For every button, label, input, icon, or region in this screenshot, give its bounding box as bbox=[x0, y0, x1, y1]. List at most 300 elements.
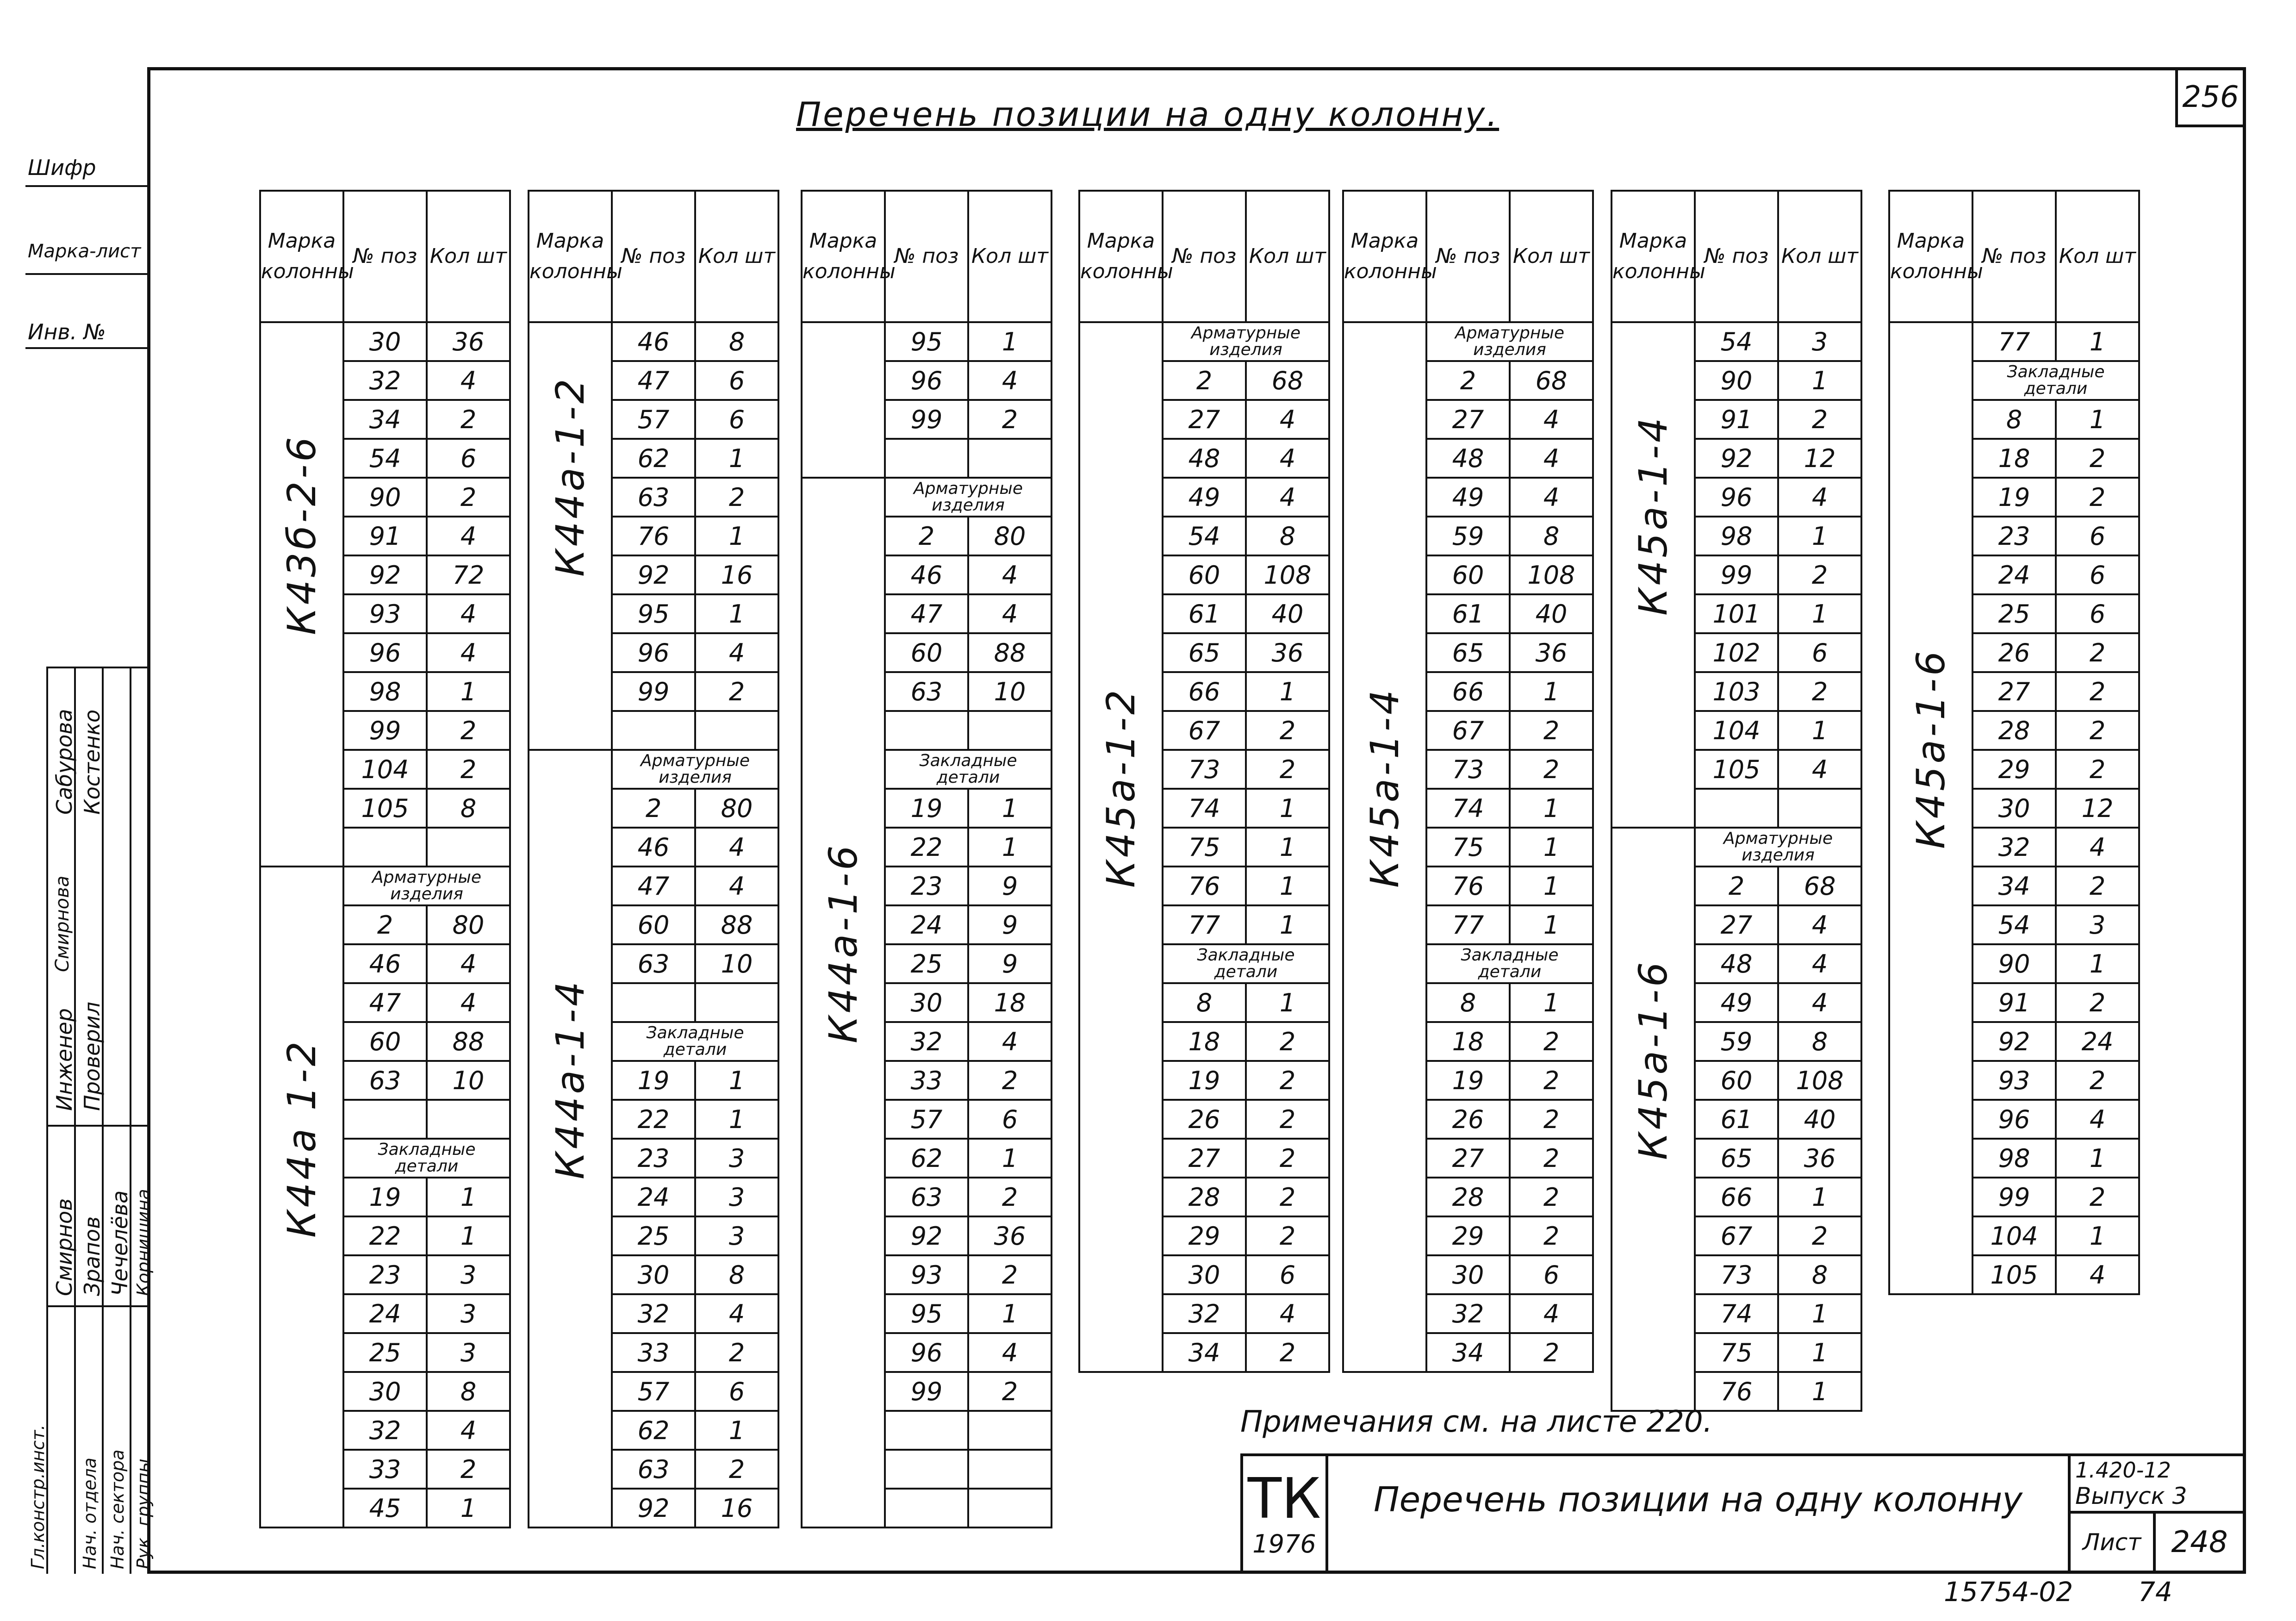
position-number: 60 bbox=[885, 633, 968, 672]
position-number: 66 bbox=[1695, 1178, 1778, 1216]
header-kol: Кол шт bbox=[695, 191, 778, 322]
position-number: 22 bbox=[885, 828, 968, 867]
position-quantity: 4 bbox=[695, 867, 778, 905]
position-quantity: 2 bbox=[1510, 1100, 1593, 1139]
position-quantity: 40 bbox=[1246, 594, 1329, 633]
column-mark-text: К45а-1-4 bbox=[1362, 687, 1407, 888]
position-quantity: 2 bbox=[1246, 1061, 1329, 1100]
table-header-row bbox=[1889, 191, 2139, 322]
position-quantity: 88 bbox=[968, 633, 1052, 672]
sig-name: Зрапов bbox=[80, 1216, 105, 1296]
sig-role: Нач. отдела bbox=[80, 1457, 100, 1569]
side-label-shifr: Шифр bbox=[28, 155, 96, 180]
position-quantity: 2 bbox=[1246, 1333, 1329, 1372]
column-mark-text: К44а-1-6 bbox=[821, 842, 866, 1043]
position-quantity: 1 bbox=[968, 828, 1052, 867]
position-number: 46 bbox=[612, 322, 695, 361]
position-quantity: 2 bbox=[1510, 1333, 1593, 1372]
position-number: 73 bbox=[1695, 1255, 1778, 1294]
position-quantity: 1 bbox=[968, 322, 1052, 361]
position-number: 23 bbox=[885, 867, 968, 905]
position-quantity: 2 bbox=[1510, 1022, 1593, 1061]
position-quantity: 4 bbox=[695, 633, 778, 672]
header-kol: Кол шт bbox=[968, 191, 1052, 322]
page-title: Перечень позиции на одну колонну. bbox=[796, 95, 1500, 134]
position-number: 32 bbox=[612, 1294, 695, 1333]
position-quantity: 3 bbox=[695, 1216, 778, 1255]
position-quantity: 4 bbox=[427, 944, 510, 983]
position-quantity: 6 bbox=[2056, 517, 2139, 555]
position-quantity: 4 bbox=[1246, 478, 1329, 517]
position-quantity: 2 bbox=[2056, 983, 2139, 1022]
position-number: 76 bbox=[1163, 867, 1246, 905]
position-number: 24 bbox=[1972, 555, 2056, 594]
sig-name: Корнишина bbox=[133, 1189, 154, 1296]
section-heading: Арматурные изделия bbox=[343, 867, 510, 905]
position-number: 92 bbox=[612, 555, 695, 594]
position-quantity: 2 bbox=[2056, 633, 2139, 672]
position-quantity: 1 bbox=[695, 1100, 778, 1139]
title-block-sheet-label: Лист bbox=[2082, 1529, 2141, 1556]
position-number: 61 bbox=[1426, 594, 1510, 633]
position-number: 28 bbox=[1426, 1178, 1510, 1216]
header-kol: Кол шт bbox=[2056, 191, 2139, 322]
position-quantity: 108 bbox=[1778, 1061, 1861, 1100]
position-quantity: 4 bbox=[968, 1333, 1052, 1372]
position-number: 46 bbox=[343, 944, 427, 983]
column-mark bbox=[1343, 322, 1426, 1372]
position-number: 30 bbox=[1972, 789, 2056, 828]
position-quantity: 2 bbox=[427, 750, 510, 789]
bottom-page-number: 74 bbox=[2138, 1576, 2172, 1608]
position-number: 99 bbox=[1972, 1178, 2056, 1216]
position-number: 30 bbox=[885, 983, 968, 1022]
position-quantity: 1 bbox=[2056, 400, 2139, 439]
position-number bbox=[612, 983, 695, 1022]
title-block-org-cell bbox=[1240, 1453, 1328, 1574]
table-row bbox=[1889, 322, 2139, 361]
position-number: 18 bbox=[1163, 1022, 1246, 1061]
position-quantity: 80 bbox=[427, 905, 510, 944]
title-block-org: ТК bbox=[1247, 1466, 1321, 1531]
position-number: 96 bbox=[885, 1333, 968, 1372]
position-number: 48 bbox=[1695, 944, 1778, 983]
position-quantity: 1 bbox=[427, 1178, 510, 1216]
position-number: 92 bbox=[343, 555, 427, 594]
position-number: 98 bbox=[1972, 1139, 2056, 1178]
position-number: 49 bbox=[1695, 983, 1778, 1022]
header-no: № поз bbox=[1426, 191, 1510, 322]
position-table bbox=[801, 190, 1052, 1528]
header-kol: Кол шт bbox=[1778, 191, 1861, 322]
position-quantity: 2 bbox=[1778, 672, 1861, 711]
position-quantity: 1 bbox=[695, 594, 778, 633]
position-number: 30 bbox=[1426, 1255, 1510, 1294]
position-number: 96 bbox=[1695, 478, 1778, 517]
header-marka: Марка колонны bbox=[802, 191, 885, 322]
position-number: 91 bbox=[343, 517, 427, 555]
position-number: 2 bbox=[612, 789, 695, 828]
position-quantity: 8 bbox=[427, 1372, 510, 1411]
position-number: 30 bbox=[343, 322, 427, 361]
position-quantity: 16 bbox=[695, 555, 778, 594]
table-header-row bbox=[802, 191, 1052, 322]
position-quantity: 2 bbox=[1778, 400, 1861, 439]
position-quantity: 1 bbox=[968, 1294, 1052, 1333]
position-number: 29 bbox=[1163, 1216, 1246, 1255]
position-quantity: 108 bbox=[1246, 555, 1329, 594]
position-number: 2 bbox=[1426, 361, 1510, 400]
position-quantity bbox=[968, 1411, 1052, 1450]
table-header-row bbox=[1343, 191, 1593, 322]
sig-name: Смирнов bbox=[52, 1198, 77, 1296]
position-quantity: 1 bbox=[1778, 1294, 1861, 1333]
header-marka: Марка колонны bbox=[529, 191, 612, 322]
position-quantity: 1 bbox=[1778, 361, 1861, 400]
section-heading: Закладные детали bbox=[885, 750, 1052, 789]
position-quantity: 1 bbox=[2056, 322, 2139, 361]
position-quantity: 4 bbox=[968, 361, 1052, 400]
position-quantity: 36 bbox=[1246, 633, 1329, 672]
position-quantity: 2 bbox=[427, 400, 510, 439]
position-quantity: 4 bbox=[427, 633, 510, 672]
position-number: 76 bbox=[612, 517, 695, 555]
position-number: 57 bbox=[612, 400, 695, 439]
position-number bbox=[1695, 789, 1778, 828]
side-label-inv-no: Инв. № bbox=[28, 319, 106, 344]
position-quantity: 8 bbox=[1246, 517, 1329, 555]
position-number: 95 bbox=[885, 1294, 968, 1333]
position-number: 90 bbox=[1695, 361, 1778, 400]
header-no: № поз bbox=[343, 191, 427, 322]
position-number: 65 bbox=[1426, 633, 1510, 672]
position-number: 60 bbox=[343, 1022, 427, 1061]
position-quantity: 1 bbox=[1510, 983, 1593, 1022]
position-table bbox=[1888, 190, 2140, 1295]
position-quantity: 2 bbox=[427, 1450, 510, 1489]
position-quantity: 2 bbox=[695, 1450, 778, 1489]
section-heading: Арматурные изделия bbox=[612, 750, 778, 789]
position-number: 63 bbox=[885, 672, 968, 711]
column-mark bbox=[802, 478, 885, 1527]
position-quantity: 1 bbox=[695, 517, 778, 555]
table-row bbox=[802, 478, 1052, 517]
position-number: 49 bbox=[1426, 478, 1510, 517]
position-quantity: 2 bbox=[2056, 1178, 2139, 1216]
table-row bbox=[1612, 828, 1861, 867]
position-number: 90 bbox=[343, 478, 427, 517]
position-quantity: 40 bbox=[1510, 594, 1593, 633]
position-quantity: 4 bbox=[427, 983, 510, 1022]
column-mark-text: К45а-1-2 bbox=[1098, 687, 1144, 888]
position-quantity: 1 bbox=[427, 1489, 510, 1527]
position-number: 65 bbox=[1695, 1139, 1778, 1178]
column-mark bbox=[802, 322, 885, 478]
position-number: 76 bbox=[1695, 1372, 1778, 1411]
position-quantity: 4 bbox=[1510, 478, 1593, 517]
position-number: 32 bbox=[343, 1411, 427, 1450]
position-quantity bbox=[427, 1100, 510, 1139]
position-number: 73 bbox=[1163, 750, 1246, 789]
position-number: 25 bbox=[612, 1216, 695, 1255]
position-quantity: 36 bbox=[968, 1216, 1052, 1255]
position-quantity: 4 bbox=[1510, 1294, 1593, 1333]
position-quantity: 4 bbox=[1778, 983, 1861, 1022]
position-number: 19 bbox=[612, 1061, 695, 1100]
position-number: 57 bbox=[885, 1100, 968, 1139]
position-number: 22 bbox=[343, 1216, 427, 1255]
position-number: 18 bbox=[1426, 1022, 1510, 1061]
position-number: 49 bbox=[1163, 478, 1246, 517]
position-number: 54 bbox=[343, 439, 427, 478]
position-number: 99 bbox=[1695, 555, 1778, 594]
position-number: 96 bbox=[343, 633, 427, 672]
position-quantity: 68 bbox=[1246, 361, 1329, 400]
position-number: 63 bbox=[612, 478, 695, 517]
position-number: 59 bbox=[1695, 1022, 1778, 1061]
position-number: 27 bbox=[1695, 905, 1778, 944]
position-number: 25 bbox=[343, 1333, 427, 1372]
position-number: 66 bbox=[1426, 672, 1510, 711]
position-number: 104 bbox=[1695, 711, 1778, 750]
position-quantity: 16 bbox=[695, 1489, 778, 1527]
position-quantity: 4 bbox=[1246, 1294, 1329, 1333]
position-quantity: 1 bbox=[1246, 867, 1329, 905]
sig-line bbox=[46, 1125, 147, 1127]
position-quantity: 1 bbox=[2056, 1216, 2139, 1255]
position-quantity: 108 bbox=[1510, 555, 1593, 594]
position-quantity: 2 bbox=[1510, 1139, 1593, 1178]
position-number: 27 bbox=[1163, 1139, 1246, 1178]
position-quantity: 1 bbox=[968, 789, 1052, 828]
position-number: 92 bbox=[885, 1216, 968, 1255]
side-line bbox=[25, 185, 147, 187]
position-number: 19 bbox=[1163, 1061, 1246, 1100]
column-mark bbox=[529, 322, 612, 750]
position-number: 30 bbox=[343, 1372, 427, 1411]
position-number: 27 bbox=[1972, 672, 2056, 711]
position-number: 30 bbox=[1163, 1255, 1246, 1294]
column-mark-text: К45а-1-4 bbox=[1630, 415, 1676, 616]
position-number: 47 bbox=[885, 594, 968, 633]
position-number: 48 bbox=[1163, 439, 1246, 478]
position-quantity bbox=[427, 828, 510, 867]
position-quantity: 2 bbox=[695, 478, 778, 517]
position-number: 77 bbox=[1163, 905, 1246, 944]
sig-role: Гл.констр.инст. bbox=[28, 1424, 48, 1569]
side-line bbox=[25, 347, 147, 349]
position-quantity: 9 bbox=[968, 905, 1052, 944]
position-quantity: 2 bbox=[1246, 1100, 1329, 1139]
position-quantity: 4 bbox=[695, 1294, 778, 1333]
position-quantity: 80 bbox=[968, 517, 1052, 555]
position-number: 33 bbox=[343, 1450, 427, 1489]
position-quantity: 4 bbox=[695, 828, 778, 867]
position-number: 24 bbox=[612, 1178, 695, 1216]
position-number: 27 bbox=[1163, 400, 1246, 439]
page-number: 256 bbox=[2175, 67, 2246, 127]
position-quantity: 10 bbox=[968, 672, 1052, 711]
position-number bbox=[885, 1489, 968, 1527]
position-number bbox=[885, 1411, 968, 1450]
position-quantity: 1 bbox=[2056, 1139, 2139, 1178]
position-number: 67 bbox=[1163, 711, 1246, 750]
position-quantity: 4 bbox=[427, 517, 510, 555]
position-number: 8 bbox=[1426, 983, 1510, 1022]
position-number: 27 bbox=[1426, 1139, 1510, 1178]
position-number: 47 bbox=[612, 361, 695, 400]
position-quantity: 8 bbox=[1778, 1255, 1861, 1294]
position-number: 2 bbox=[343, 905, 427, 944]
position-number: 61 bbox=[1163, 594, 1246, 633]
position-number: 60 bbox=[1695, 1061, 1778, 1100]
table-row bbox=[1612, 322, 1861, 361]
position-quantity: 2 bbox=[2056, 867, 2139, 905]
position-number: 33 bbox=[612, 1333, 695, 1372]
position-number: 34 bbox=[1972, 867, 2056, 905]
position-number: 93 bbox=[1972, 1061, 2056, 1100]
position-quantity bbox=[695, 711, 778, 750]
position-number: 96 bbox=[885, 361, 968, 400]
column-mark-text: К43б-2-6 bbox=[279, 434, 324, 635]
position-number: 19 bbox=[1972, 478, 2056, 517]
position-quantity bbox=[968, 1450, 1052, 1489]
position-quantity: 18 bbox=[968, 983, 1052, 1022]
position-quantity: 1 bbox=[1510, 672, 1593, 711]
position-quantity: 10 bbox=[695, 944, 778, 983]
position-quantity: 6 bbox=[1510, 1255, 1593, 1294]
position-table bbox=[259, 190, 511, 1528]
position-quantity: 24 bbox=[2056, 1022, 2139, 1061]
position-number: 2 bbox=[885, 517, 968, 555]
header-marka: Марка колонны bbox=[260, 191, 343, 322]
sig-line bbox=[46, 1305, 147, 1307]
position-number: 27 bbox=[1426, 400, 1510, 439]
position-quantity: 2 bbox=[1246, 1022, 1329, 1061]
table-header-row bbox=[260, 191, 510, 322]
position-number: 19 bbox=[343, 1178, 427, 1216]
sig-role: Рук. группы bbox=[133, 1459, 154, 1569]
position-number: 33 bbox=[885, 1061, 968, 1100]
position-table bbox=[1342, 190, 1594, 1373]
position-number: 74 bbox=[1695, 1294, 1778, 1333]
column-mark bbox=[1889, 322, 1972, 1294]
position-quantity: 1 bbox=[2056, 944, 2139, 983]
position-number: 46 bbox=[612, 828, 695, 867]
position-quantity: 1 bbox=[1246, 828, 1329, 867]
position-quantity: 4 bbox=[427, 594, 510, 633]
position-number: 60 bbox=[1426, 555, 1510, 594]
position-number: 62 bbox=[612, 1411, 695, 1450]
position-quantity: 2 bbox=[427, 711, 510, 750]
header-no: № поз bbox=[1972, 191, 2056, 322]
position-number: 67 bbox=[1426, 711, 1510, 750]
position-number: 24 bbox=[343, 1294, 427, 1333]
position-quantity: 8 bbox=[427, 789, 510, 828]
position-number: 54 bbox=[1972, 905, 2056, 944]
position-number: 91 bbox=[1695, 400, 1778, 439]
position-number: 90 bbox=[1972, 944, 2056, 983]
position-number: 45 bbox=[343, 1489, 427, 1527]
column-mark bbox=[260, 867, 343, 1527]
position-number: 54 bbox=[1695, 322, 1778, 361]
position-quantity: 4 bbox=[1778, 944, 1861, 983]
position-number bbox=[612, 711, 695, 750]
position-number: 28 bbox=[1972, 711, 2056, 750]
position-number: 96 bbox=[612, 633, 695, 672]
position-quantity: 4 bbox=[427, 361, 510, 400]
table-header-row bbox=[1612, 191, 1861, 322]
title-block-sheet-no: 248 bbox=[2171, 1525, 2228, 1559]
position-quantity: 6 bbox=[968, 1100, 1052, 1139]
position-quantity: 1 bbox=[1510, 789, 1593, 828]
position-number: 92 bbox=[1972, 1022, 2056, 1061]
position-quantity: 2 bbox=[968, 400, 1052, 439]
title-block-name-cell bbox=[1325, 1453, 2071, 1574]
column-mark bbox=[260, 322, 343, 867]
position-quantity: 3 bbox=[427, 1255, 510, 1294]
position-quantity: 1 bbox=[1246, 983, 1329, 1022]
position-number: 62 bbox=[885, 1139, 968, 1178]
note-text: Примечания см. на листе 220. bbox=[1240, 1405, 1713, 1439]
position-quantity: 68 bbox=[1778, 867, 1861, 905]
position-number: 93 bbox=[343, 594, 427, 633]
position-number bbox=[885, 711, 968, 750]
position-number: 91 bbox=[1972, 983, 2056, 1022]
position-quantity: 2 bbox=[1510, 711, 1593, 750]
sig-role: Проверил bbox=[80, 1002, 105, 1111]
position-number: 102 bbox=[1695, 633, 1778, 672]
column-mark bbox=[1612, 828, 1695, 1411]
position-quantity: 4 bbox=[1246, 439, 1329, 478]
position-quantity: 8 bbox=[1778, 1022, 1861, 1061]
position-number: 105 bbox=[1695, 750, 1778, 789]
side-line bbox=[25, 273, 147, 275]
position-quantity: 2 bbox=[2056, 439, 2139, 478]
position-quantity: 88 bbox=[427, 1022, 510, 1061]
position-quantity: 2 bbox=[1778, 1216, 1861, 1255]
position-quantity: 36 bbox=[1510, 633, 1593, 672]
position-quantity: 6 bbox=[427, 439, 510, 478]
position-quantity bbox=[968, 439, 1052, 478]
position-number: 29 bbox=[1972, 750, 2056, 789]
title-block-series: 1.420-12 bbox=[2075, 1458, 2171, 1483]
position-number: 8 bbox=[1163, 983, 1246, 1022]
position-quantity: 2 bbox=[2056, 1061, 2139, 1100]
position-quantity: 1 bbox=[1246, 672, 1329, 711]
position-quantity: 6 bbox=[1246, 1255, 1329, 1294]
position-table bbox=[528, 190, 779, 1528]
position-number: 26 bbox=[1426, 1100, 1510, 1139]
position-quantity: 4 bbox=[968, 594, 1052, 633]
position-quantity: 4 bbox=[968, 555, 1052, 594]
position-quantity: 2 bbox=[2056, 711, 2139, 750]
position-number: 99 bbox=[612, 672, 695, 711]
header-marka: Марка колонны bbox=[1612, 191, 1695, 322]
position-quantity: 2 bbox=[427, 478, 510, 517]
position-quantity: 4 bbox=[1778, 750, 1861, 789]
position-number: 34 bbox=[1163, 1333, 1246, 1372]
position-quantity: 6 bbox=[695, 361, 778, 400]
position-number: 32 bbox=[343, 361, 427, 400]
position-number: 32 bbox=[1426, 1294, 1510, 1333]
position-quantity: 8 bbox=[695, 1255, 778, 1294]
header-kol: Кол шт bbox=[1510, 191, 1593, 322]
position-quantity bbox=[695, 983, 778, 1022]
header-marka: Марка колонны bbox=[1889, 191, 1972, 322]
position-number: 34 bbox=[343, 400, 427, 439]
table-row bbox=[529, 322, 778, 361]
